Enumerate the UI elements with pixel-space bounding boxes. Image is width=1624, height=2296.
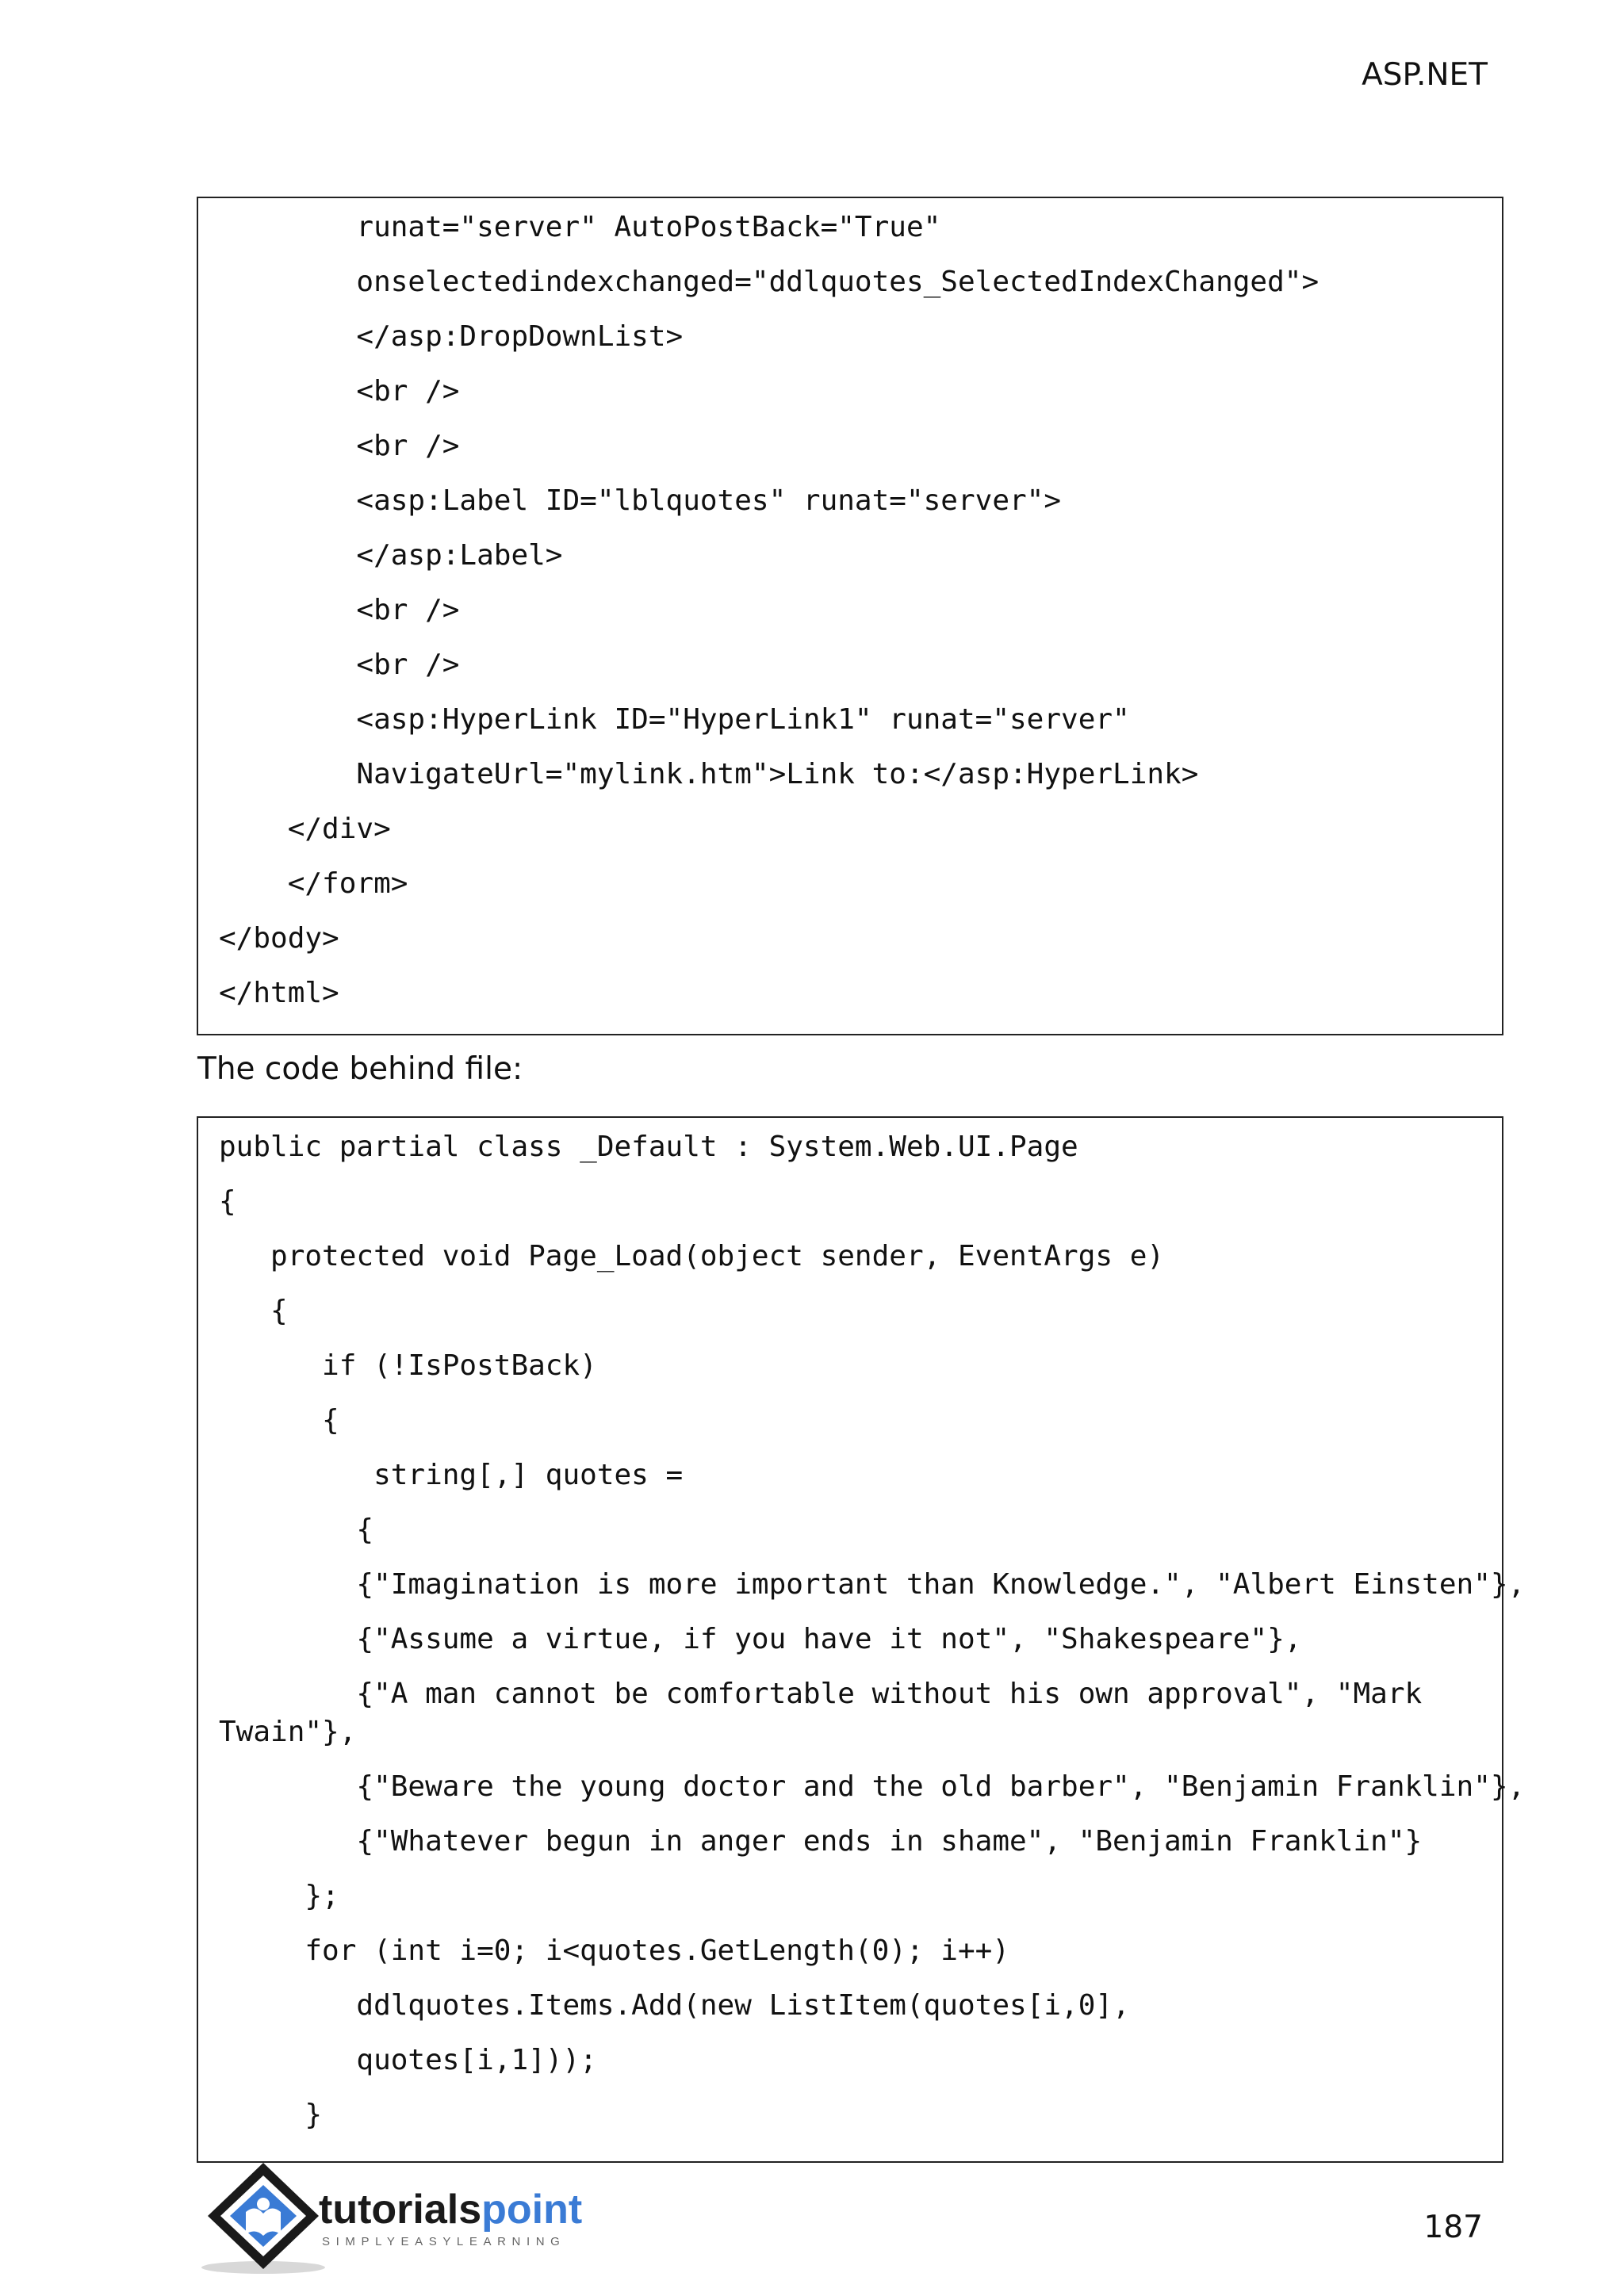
code-line: quotes[i,1])); <box>219 2044 597 2076</box>
tutorialspoint-logo <box>200 2156 628 2275</box>
code-line: { <box>219 1295 288 1327</box>
code-line: NavigateUrl="mylink.htm">Link to:</asp:HyperLink> <box>219 758 1199 790</box>
code-line: {"Whatever begun in anger ends in shame", "Benjamin Franklin"} <box>219 1825 1423 1858</box>
code-line: { <box>219 1404 339 1437</box>
code-line: <br /> <box>219 375 460 408</box>
code-line: </asp:Label> <box>219 539 563 572</box>
page-header-title: ASP.NET <box>1362 57 1488 93</box>
svg-text:SIMPLYEASYLEARNING: SIMPLYEASYLEARNING <box>322 2235 566 2248</box>
code-line: {"A man cannot be comfortable without his own approval", "Mark <box>219 1678 1423 1710</box>
code-line: string[,] quotes = <box>219 1459 684 1491</box>
code-block-csharp <box>197 1116 1526 2163</box>
code-line: Twain"}, <box>219 1716 357 1748</box>
code-line: {"Beware the young doctor and the old barber", "Benjamin Franklin"}, <box>219 1770 1526 1803</box>
code-line: </asp:DropDownList> <box>219 320 684 353</box>
code-line: <asp:Label ID="lblquotes" runat="server"> <box>219 484 1062 517</box>
code-line: {"Imagination is more important than Knowledge.", "Albert Einsten"}, <box>219 1568 1526 1601</box>
code-line: }; <box>219 1880 339 1912</box>
code-line: {"Assume a virtue, if you have it not", "Shakespeare"}, <box>219 1623 1302 1655</box>
code-line: onselectedindexchanged="ddlquotes_SelectedIndexChanged"> <box>219 266 1320 298</box>
code-line: } <box>219 2099 323 2131</box>
code-line: { <box>219 1185 236 1218</box>
code-line: <br /> <box>219 430 460 462</box>
code-line: </html> <box>219 977 339 1009</box>
code-line: </div> <box>219 813 391 845</box>
page-number: 187 <box>1423 2210 1483 2245</box>
code-line: <br /> <box>219 649 460 681</box>
code-line: public partial class _Default : System.Web.UI.Page <box>219 1131 1078 1163</box>
code-line: if (!IsPostBack) <box>219 1349 597 1382</box>
code-line: ddlquotes.Items.Add(new ListItem(quotes[i,0], <box>219 1989 1130 2022</box>
code-line: for (int i=0; i<quotes.GetLength(0); i++) <box>219 1934 1009 1967</box>
code-line: <asp:HyperLink ID="HyperLink1" runat="server" <box>219 703 1130 736</box>
code-line: runat="server" AutoPostBack="True" <box>219 211 941 243</box>
code-line: { <box>219 1513 374 1546</box>
code-line: </body> <box>219 922 339 955</box>
code-line: protected void Page_Load(object sender, EventArgs e) <box>219 1240 1165 1272</box>
code-behind-caption: The code behind file: <box>197 1051 523 1087</box>
code-line: <br /> <box>219 594 460 626</box>
svg-text:tutorialspoint: tutorialspoint <box>319 2187 583 2233</box>
code-line: </form> <box>219 867 408 900</box>
code-block-markup <box>197 197 1503 1035</box>
